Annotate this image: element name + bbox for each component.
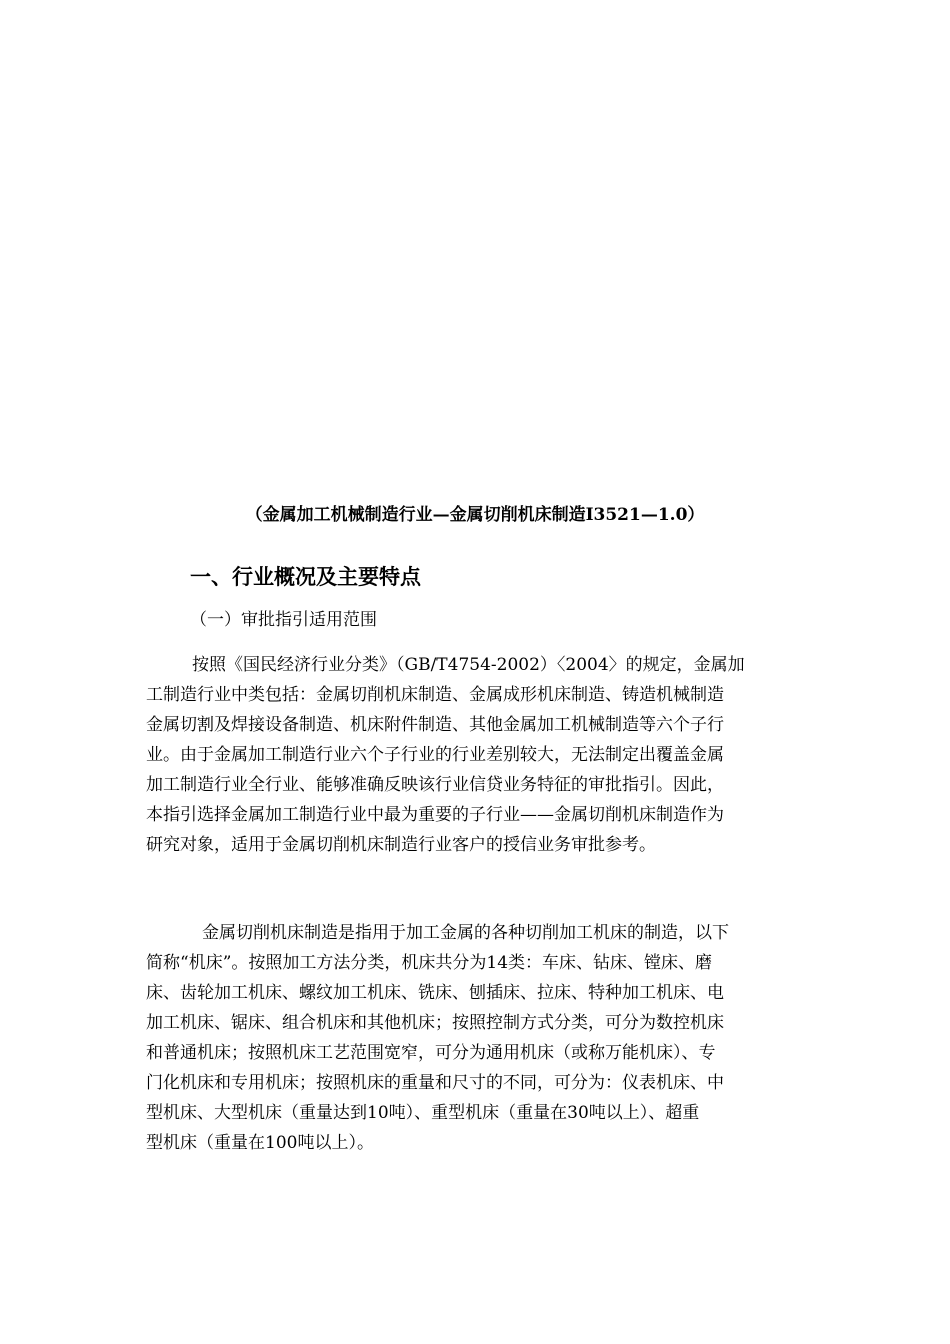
paragraph-line: 床、齿轮加工机床、螺纹加工机床、铣床、刨插床、拉床、特种加工机床、电 bbox=[146, 983, 724, 1003]
paragraph-line: 工制造行业中类包括：金属切削机床制造、金属成形机床制造、铸造机械制造 bbox=[146, 685, 724, 705]
paragraph-line: 业。由于金属加工制造行业六个子行业的行业差别较大，无法制定出覆盖金属 bbox=[146, 745, 724, 765]
paragraph-line: 型机床（重量在100吨以上）。 bbox=[146, 1133, 374, 1153]
sub-heading: （一）审批指引适用范围 bbox=[190, 610, 377, 630]
section-heading: 一、行业概况及主要特点 bbox=[190, 565, 421, 589]
document-subtitle: （金属加工机械制造行业—金属切削机床制造I3521—1.0） bbox=[245, 505, 705, 525]
paragraph-line: 研究对象，适用于金属切削机床制造行业客户的授信业务审批参考。 bbox=[146, 835, 656, 855]
paragraph-line: 本指引选择金属加工制造行业中最为重要的子行业——金属切削机床制造作为 bbox=[146, 805, 724, 825]
paragraph-line: 金属切削机床制造是指用于加工金属的各种切削加工机床的制造，以下 bbox=[202, 923, 729, 943]
paragraph-definition bbox=[146, 918, 808, 1158]
paragraph-line: 型机床、大型机床（重量达到10吨）、重型机床（重量在30吨以上）、超重 bbox=[146, 1103, 700, 1123]
paragraph-scope bbox=[146, 650, 808, 860]
paragraph-line: 简称“机床”。按照加工方法分类，机床共分为14类：车床、钻床、镗床、磨 bbox=[146, 953, 713, 973]
paragraph-line: 按照《国民经济行业分类》（GB/T4754-2002）〈2004〉的规定，金属加 bbox=[192, 655, 745, 675]
paragraph-line: 加工机床、锯床、组合机床和其他机床；按照控制方式分类，可分为数控机床 bbox=[146, 1013, 724, 1033]
paragraph-line: 门化机床和专用机床；按照机床的重量和尺寸的不同，可分为：仪表机床、中 bbox=[146, 1073, 724, 1093]
paragraph-line: 和普通机床；按照机床工艺范围宽窄，可分为通用机床（或称万能机床）、专 bbox=[146, 1043, 716, 1063]
paragraph-line: 加工制造行业全行业、能够准确反映该行业信贷业务特征的审批指引。因此， bbox=[146, 775, 724, 795]
paragraph-line: 金属切割及焊接设备制造、机床附件制造、其他金属加工机械制造等六个子行 bbox=[146, 715, 724, 735]
